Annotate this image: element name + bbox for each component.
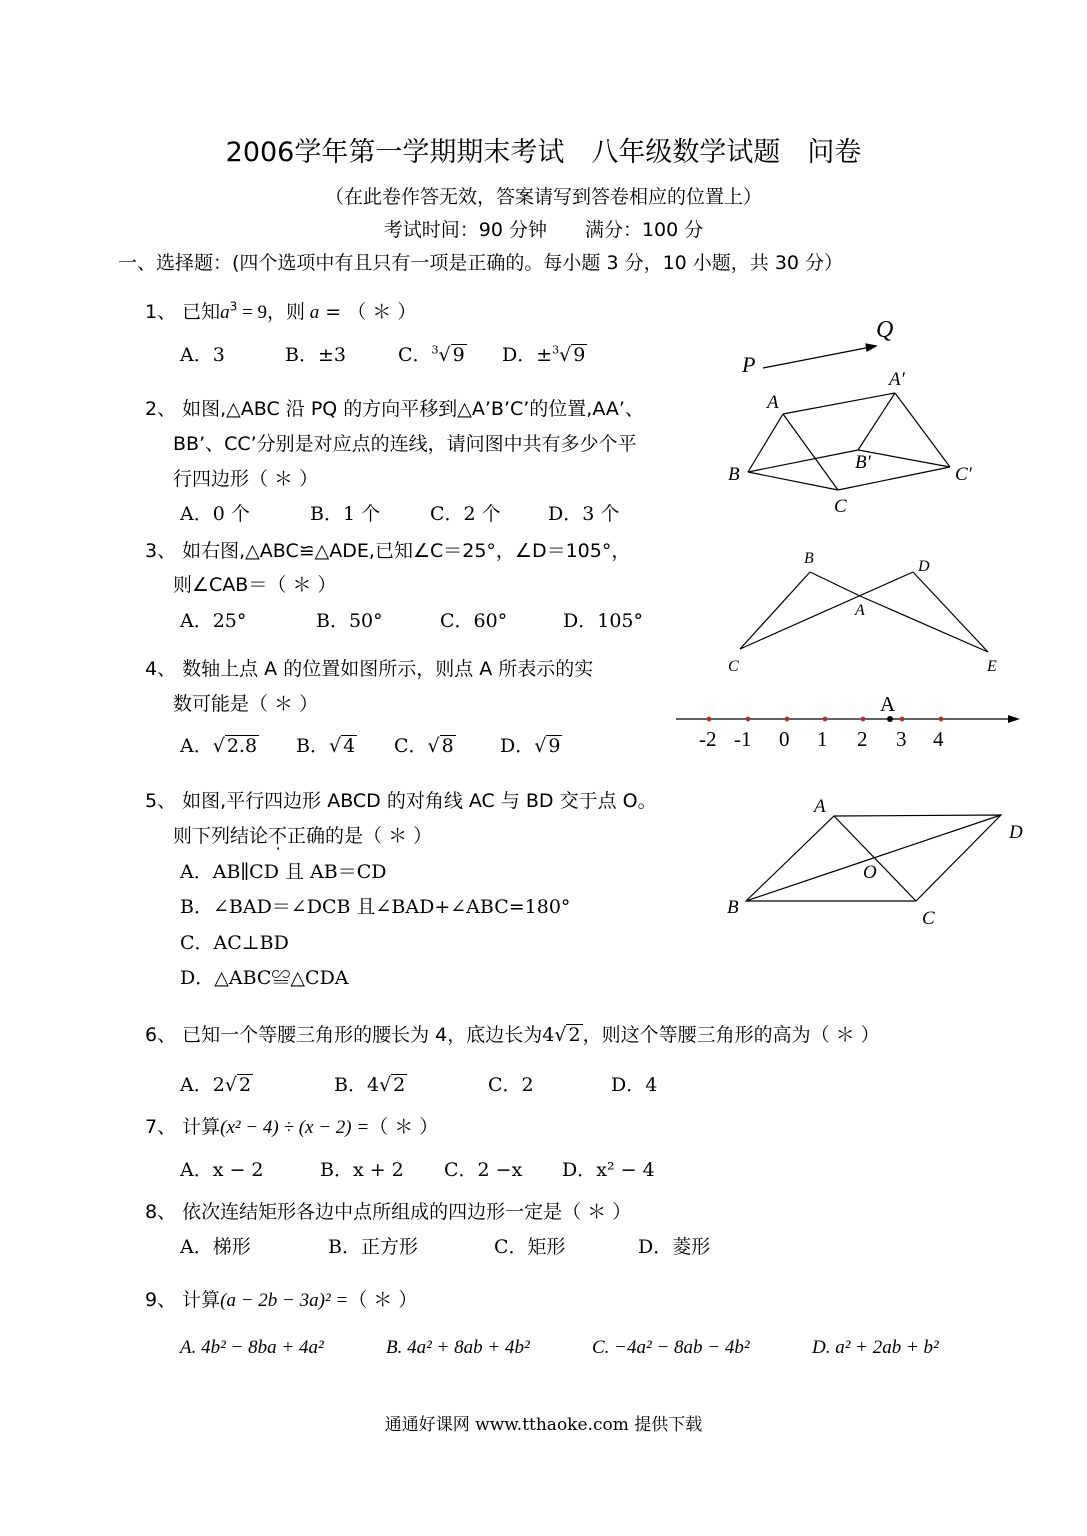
q3-line-1: 3、 如右图,△ABC≌△ADE,已知∠C＝25°，∠D＝105°， [145, 540, 631, 562]
point-a-marker [887, 716, 893, 722]
q4-option-b: B．√ 4 [296, 735, 356, 757]
fig2-label-b: B [728, 464, 740, 485]
fig2-label-q: Q [876, 317, 894, 343]
q5-line-1: 5、 如图,平行四边形 ABCD 的对角线 AC 与 BD 交于点 O。 [145, 790, 657, 812]
fig2-label-c: C [834, 496, 847, 517]
q6-option-a: A．2√ 2 [180, 1074, 252, 1096]
fig2-label-a-prime: A′ [889, 369, 905, 390]
footer-credit: 通通好课网 www.tthaoke.com 提供下载 [384, 1415, 703, 1435]
fig3-label-c: C [728, 658, 739, 675]
q7-line: 7、 计算(x² − 4) ÷ (x − 2) =（ ＊ ） [145, 1116, 439, 1138]
fig5-label-o: O [863, 862, 877, 883]
page-title: 2006学年第一学期期末考试 八年级数学试题 问卷 [225, 137, 862, 168]
fig5-label-a: A [814, 796, 826, 817]
q1-option-b: B．±3 [285, 344, 346, 366]
q7-option-b: B．x + 2 [320, 1159, 404, 1181]
q9-option-d: D. a² + 2ab + b² [812, 1337, 939, 1358]
q1-number: 1、 [145, 301, 177, 323]
fig2-label-p: P [742, 352, 756, 377]
fig3-label-e: E [987, 658, 997, 675]
q1-option-c: C．$^3$√ 9 [398, 343, 465, 366]
q6-line: 6、 已知一个等腰三角形的腰长为 4，底边长为4√ 2 ，则这个等腰三角形的高为（ ＊ ） [145, 1024, 880, 1046]
q4-option-d: D．√ 9 [500, 735, 561, 757]
q1-option-d: D．±$^3$√ 9 [502, 343, 586, 366]
tick-label: -1 [734, 727, 752, 751]
fig3-label-d: D [918, 558, 930, 575]
q5-option-a: A．AB∥CD 且 AB＝CD [180, 861, 387, 883]
q6-option-c: C．2 [488, 1074, 534, 1096]
q6-option-b: B．4√ 2 [334, 1074, 406, 1096]
q2-line-1: 2、 如图,△ABC 沿 PQ 的方向平移到△A’B’C’的位置,AA’、 [145, 398, 644, 420]
q2-line-3: 行四边形（ ＊ ） [173, 468, 319, 490]
q8-option-b: B．正方形 [328, 1236, 418, 1258]
q3-option-b: B．50° [316, 610, 383, 632]
q9-line: 9、 计算(a − 2b − 3a)² =（ ＊ ） [145, 1289, 418, 1311]
fig3-label-a: A [855, 602, 865, 619]
exam-note: （在此卷作答无效，答案请写到答卷相应的位置上） [324, 186, 762, 208]
q2-line-2: BB’、CC’分别是对应点的连线，请问图中共有多少个平 [173, 433, 637, 455]
q1-text: 已知 [182, 301, 221, 323]
tick-label: 2 [857, 727, 868, 751]
q7-option-d: D．x² − 4 [562, 1159, 655, 1181]
tick-label: 3 [896, 727, 907, 751]
q1-var: a [220, 302, 230, 323]
exam-info: 考试时间：90 分钟 满分：100 分 [383, 219, 704, 241]
q7-option-a: A．x − 2 [180, 1159, 264, 1181]
emphasis-not: 不 [268, 825, 288, 847]
q2-option-a: A．0 个 [180, 503, 250, 525]
q8-line: 8、 依次连结矩形各边中点所组成的四边形一定是（ ＊ ） [145, 1201, 632, 1223]
figure-translation [748, 344, 950, 490]
figure-parallelogram [746, 815, 1001, 901]
fig2-label-c-prime: C′ [955, 464, 972, 485]
q3-line-2: 则∠CAB＝（ ＊ ） [173, 574, 337, 596]
q8-option-d: D．菱形 [638, 1236, 711, 1258]
q4-line-2: 数可能是（ ＊ ） [173, 693, 319, 715]
q9-option-c: C. −4a² − 8ab − 4b² [592, 1337, 750, 1358]
fig5-label-c: C [922, 908, 935, 929]
pq-arrow-line [763, 346, 876, 368]
fig5-label-d: D [1009, 822, 1023, 843]
q2-option-b: B．1 个 [310, 503, 381, 525]
fig2-label-b-prime: B′ [855, 452, 871, 473]
tick-label: 0 [779, 727, 790, 751]
q5-option-b: B．∠BAD＝∠DCB 且∠BAD+∠ABC=180° [180, 896, 571, 918]
q1-option-a: A．3 [180, 344, 225, 366]
q1-exponent: 3 [229, 299, 238, 314]
q4-option-c: C．√ 8 [394, 735, 454, 757]
fig3-label-b: B [804, 550, 814, 567]
q6-option-d: D．4 [611, 1074, 658, 1096]
q2-option-c: C．2 个 [430, 503, 501, 525]
q7-option-c: C．2 −x [444, 1159, 523, 1181]
pq-arrowhead [866, 344, 876, 351]
fig2-label-a: A [767, 392, 779, 413]
q2-option-d: D．3 个 [548, 503, 620, 525]
q3-option-a: A．25° [180, 610, 247, 632]
section-heading: 一、选择题：(四个选项中有且只有一项是正确的。每小题 3 分，10 小题，共 30 分） [118, 252, 844, 274]
q5-option-d: D．△ABC≌△CDA [180, 967, 349, 989]
q3-option-d: D．105° [563, 610, 643, 632]
q5-line-2: 则下列结论不正确的是（ ＊ ） [173, 825, 433, 847]
q5-option-c: C．AC⊥BD [180, 932, 289, 954]
q9-option-a: A. 4b² − 8ba + 4a² [180, 1337, 324, 1358]
q4-option-a: A．√ 2.8 [180, 735, 258, 757]
tick-label: 4 [933, 727, 944, 751]
q1-equation: = 9，则 [237, 302, 310, 323]
tick-label: -2 [699, 727, 717, 751]
fig4-label-a: A [880, 692, 896, 716]
q3-option-c: C．60° [440, 610, 508, 632]
fig5-label-b: B [727, 897, 739, 918]
figure-number-line [676, 715, 1020, 723]
q1-answer-slot: = （ ＊ ） [319, 301, 417, 323]
q9-option-b: B. 4a² + 8ab + 4b² [386, 1337, 530, 1358]
q8-option-a: A．梯形 [180, 1236, 251, 1258]
q8-option-c: C．矩形 [494, 1236, 566, 1258]
tick-label: 1 [817, 727, 828, 751]
q4-line-1: 4、 数轴上点 A 的位置如图所示，则点 A 所表示的实 [145, 658, 594, 680]
q1-var2: a [309, 302, 320, 323]
